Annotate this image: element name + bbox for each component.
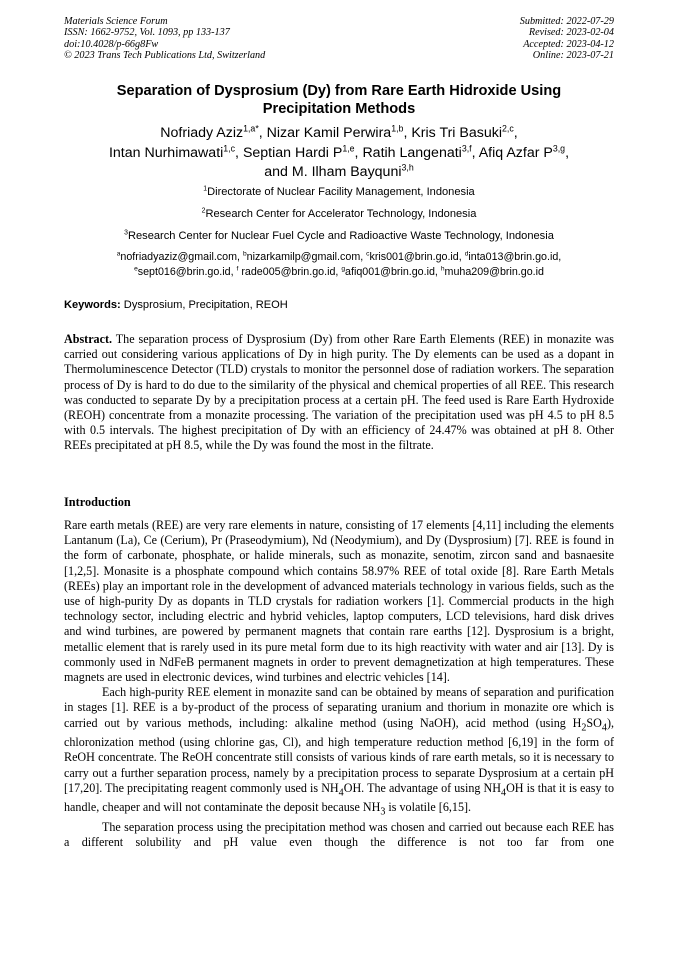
subscript: 4 bbox=[601, 722, 607, 734]
paper-title bbox=[64, 82, 614, 118]
author-name: Nizar Kamil Perwira bbox=[266, 125, 392, 141]
affiliation-mark: 1 bbox=[203, 185, 208, 193]
journal-name: Materials Science Forum bbox=[64, 16, 168, 27]
author-name: Septian Hardi P bbox=[242, 144, 343, 161]
email-address[interactable]: inta013@brin.go.id, bbox=[468, 251, 562, 263]
paragraph-text: OH. The advantage of using NH bbox=[343, 780, 502, 795]
author-name: Ratih Langenati bbox=[362, 144, 462, 161]
email-mark: e bbox=[134, 265, 138, 273]
affiliation-mark: 2 bbox=[201, 207, 206, 215]
author-emails bbox=[64, 250, 614, 280]
author-list bbox=[64, 124, 614, 183]
subscript: 4 bbox=[338, 787, 344, 799]
issn: ISSN: 1662-9752, Vol. 1093, pp 133-137 bbox=[64, 27, 230, 39]
paragraph-text: SO bbox=[586, 715, 602, 730]
doi[interactable]: doi:10.4028/p-66g8Fw bbox=[64, 38, 159, 50]
author-separator: , bbox=[565, 144, 570, 161]
author-line-3 bbox=[64, 163, 614, 183]
author-separator: , bbox=[513, 125, 518, 141]
email-line-1 bbox=[64, 250, 614, 265]
copyright: © 2023 Trans Tech Publications Ltd, Switzerland bbox=[64, 50, 266, 62]
paragraph-text: is volatile [6,15]. bbox=[385, 800, 472, 815]
subscript: 4 bbox=[501, 787, 507, 799]
paragraph-text: ), chloronization method (using chlorine gas, Cl), and high temperature reduction method [6,19] in the form of ReOH concentrate. The ReOH concentrate still consists of various kinds of rare earth metals, so it is necessary to carry out a further separation process, namely by a precipitation process to separate Dysprosium at a certain pH [17,20]. The precipitating reagent commonly used is NH bbox=[64, 715, 614, 795]
keywords-text: Dysprosium, Precipitation, REOH bbox=[120, 299, 288, 311]
author-separator: , bbox=[354, 144, 363, 161]
author-name: Intan Nurhimawati bbox=[108, 144, 224, 161]
author-separator: , bbox=[258, 125, 267, 141]
email-mark: f bbox=[236, 265, 239, 273]
title-line-1: Separation of Dysprosium (Dy) from Rare Earth Hidroxide Using bbox=[116, 83, 562, 99]
affiliation-3 bbox=[64, 229, 614, 243]
introduction-body bbox=[64, 518, 614, 850]
email-mark: a bbox=[116, 250, 121, 258]
author-affil-mark: 1,c bbox=[223, 142, 236, 153]
section-heading-introduction: Introduction bbox=[64, 495, 131, 509]
author-line-1 bbox=[64, 124, 614, 144]
author-name: Kris Tri Basuki bbox=[411, 125, 502, 141]
affiliation-2 bbox=[64, 207, 614, 221]
author-name: and M. Ilham Bayquni bbox=[264, 164, 402, 181]
author-name: Afiq Azfar P bbox=[478, 144, 553, 161]
author-affil-mark: 3,h bbox=[401, 162, 414, 173]
email-mark: c bbox=[366, 250, 370, 258]
intro-paragraph-1: Rare earth metals (REE) are very rare elements in nature, consisting of 17 elements [4,11] including the elements Lantanum (La), Ce (Cerium), Pr (Praseodymium), Nd (Neodymium), and Dy (Dysprosium) [7]. REE is found in the form of carbonate, phosphate, or halide minerals, such as monazite, senotim, zircon sand and basnaesite [1,2,5]. Monasite is a phosphate compound which contains 58.97% REE of total oxide [8]. Rare Earth Metals (REEs) play an important role in the development of advanced materials technology in various fields, such as the use of high-purity Dy as dopants in TLD crystals for radiation workers [1]. Commercial products in the high technology sector, including electric and hybrid vehicles, laptop computers, LCD televisions, hard disk drives and wind turbines, are powered by permanent magnets that contain rare earths [12]. Dysprosium is a bright, metallic element that is rarely used in its pure metal form due to its high reactivity with water and air [13]. Dy is commonly used in NdFeB permanent magnets in order to prevent demagnetization at high temperatures. These magnets are used in electronic devices, wind turbines and electric vehicles [14]. bbox=[64, 518, 614, 685]
paragraph-text: Each high-purity REE element in monazite sand can be obtained by means of separation and purification in stages [1]. REE is a by-product of the process of separating uranium and thorium in monazite ore which is carried out by various methods, including: alkaline method (using NaOH), acid method (using H bbox=[64, 685, 614, 730]
email-address[interactable]: muha209@brin.go.id bbox=[444, 266, 544, 278]
affiliation-text: Research Center for Accelerator Technology, Indonesia bbox=[205, 208, 477, 220]
email-line-2 bbox=[64, 265, 614, 280]
author-affil-mark: 3,g bbox=[552, 142, 566, 153]
revised-date: Revised: 2023-02-04 bbox=[528, 27, 614, 39]
email-address[interactable]: nofriadyaziz@gmail.com, bbox=[120, 251, 243, 263]
subscript: 2 bbox=[581, 722, 587, 734]
keywords bbox=[64, 298, 614, 312]
author-affil-mark: 2,c bbox=[502, 123, 514, 134]
email-address[interactable]: nizarkamilp@gmail.com, bbox=[246, 251, 367, 263]
affiliation-text: Research Center for Nuclear Fuel Cycle and Radioactive Waste Technology, Indonesia bbox=[127, 230, 554, 242]
author-affil-mark: 3,f bbox=[461, 142, 472, 153]
abstract bbox=[64, 332, 614, 454]
author-name: Nofriady Aziz bbox=[160, 125, 244, 141]
title-line-2: Precipitation Methods bbox=[262, 101, 416, 117]
online-date: Online: 2023-07-21 bbox=[532, 50, 614, 62]
author-affil-mark: 1,a* bbox=[243, 123, 259, 134]
email-address[interactable]: afiq001@brin.go.id, bbox=[345, 266, 441, 278]
email-mark: b bbox=[242, 250, 247, 258]
accepted-date: Accepted: 2023-04-12 bbox=[523, 38, 614, 50]
keywords-label: Keywords: bbox=[64, 299, 121, 311]
affiliation-1 bbox=[64, 185, 614, 199]
email-mark: g bbox=[341, 265, 346, 273]
journal-info bbox=[64, 16, 265, 62]
email-mark: d bbox=[464, 250, 469, 258]
email-mark: h bbox=[440, 265, 445, 273]
intro-paragraph-3: The separation process using the precipitation method was chosen and carried out because each REE has a different solubility and pH value even though the difference is not too far from one bbox=[64, 820, 614, 850]
submitted-date: Submitted: 2022-07-29 bbox=[519, 16, 614, 27]
intro-paragraph-2 bbox=[64, 685, 614, 820]
author-affil-mark: 1,e bbox=[342, 142, 355, 153]
author-line-2 bbox=[64, 144, 614, 164]
author-separator: , bbox=[471, 144, 479, 161]
author-separator: , bbox=[403, 125, 412, 141]
abstract-text: The separation process of Dysprosium (Dy) from other Rare Earth Elements (REE) in monazite was carried out considering various applications of Dy in high purity. The Dy elements can be used as a dopant in Thermoluminescence Detector (TLD) crystals to monitor the personnel dose of radiation workers. The separation process of Dy is hard to do due to the similarity of the physical and chemical properties of all REE. This research was conducted to separate Dy by a precipitation process at a certain pH. The feed used is Rare Earth Hydroxide (REOH) concentrate from a monazite processing. The variation of the precipitation used was pH 4.5 to pH 8.5 with 0.5 intervals. The highest precipitation of Dy with an efficiency of 24.47% was obtained at pH 8. Other REEs precipitated at pH 8.5, while the Dy was found the most in the filtrate. bbox=[64, 332, 614, 453]
publication-dates bbox=[520, 16, 614, 62]
email-address[interactable]: sept016@brin.go.id, bbox=[137, 266, 237, 278]
subscript: 3 bbox=[380, 806, 386, 818]
affiliation-text: Directorate of Nuclear Facility Management, Indonesia bbox=[207, 186, 475, 198]
paragraph-text: OH is that it is easy to handle, cheaper and will not contaminate the deposit because NH bbox=[64, 780, 614, 815]
email-address[interactable]: kris001@brin.go.id, bbox=[369, 251, 465, 263]
author-separator: , bbox=[235, 144, 243, 161]
author-affil-mark: 1,b bbox=[391, 123, 404, 134]
affiliation-mark: 3 bbox=[124, 229, 128, 237]
email-address[interactable]: rade005@brin.go.id, bbox=[238, 266, 342, 278]
abstract-label: Abstract. bbox=[64, 332, 113, 346]
